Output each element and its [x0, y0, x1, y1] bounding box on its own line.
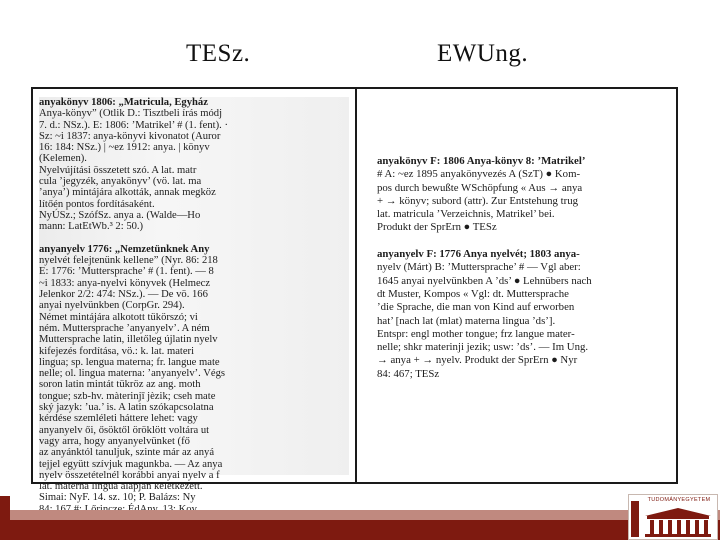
ewung-entry-line: Entspr: engl mother tongue; frz langue mater- — [377, 327, 575, 340]
ewung-entry-line: ’die Sprache, die man von Kind auf erworben — [377, 301, 575, 314]
slide-title-right: EWUng. — [437, 40, 529, 67]
tesz-entry-line: ’anya’) mintájára alkották, annak megköz — [39, 187, 216, 199]
ewung-entry-line: nyelv (Márt) B: ’Muttersprache’ # — Vgl aber: — [377, 261, 581, 274]
footer-bar-light-stripe — [0, 510, 720, 520]
ewung-entry-line: nelle; shkr materinji jezik; usw: ’ds’. — Im Ung. — [377, 341, 589, 354]
tesz-entry-line: ~i 1833: anya-nyelvi könyvek (Helmecz — [39, 277, 211, 289]
column-divider — [355, 89, 357, 482]
ewung-entry-line: dt Muster, Kompos « Vgl: dt. Muttersprache — [377, 287, 569, 300]
ewung-entry-line: # A: ~ez 1895 anyakönyvezés A (SzT) ● Kom- — [377, 168, 581, 181]
tesz-entry-line: kifejezés fordítása, vö.: k. lat. materi — [39, 345, 195, 357]
dictionary-comparison-frame — [31, 87, 678, 504]
slide-title-left: TESz. — [186, 40, 251, 67]
tesz-entry-line: Muttersprache latin, illetőleg újlatin nyelv — [39, 334, 218, 346]
footer-bar — [0, 510, 720, 540]
tesz-entry-line: 7. d.: NSz.). E: 1806: ’Matrikel’ # (1. fent). · — [39, 119, 228, 131]
ewung-entry-line: Produkt der SprErn ● TESz — [377, 221, 497, 234]
tesz-entry-line: nyelv összetételnél korábbi anyai nyelv a f — [39, 469, 220, 481]
tesz-entry-line: anyakönyv 1806: „Matricula, Egyház — [39, 97, 208, 108]
footer-bar-dark-stripe — [0, 520, 720, 540]
tesz-entry-line: lingua; sp. lengua materna; fr. langue mate — [39, 356, 220, 368]
ewung-entry-line: 84: 467; TESz — [377, 367, 440, 380]
tesz-entry-line: ský jazyk: ’ua.’ is. A latin szókapcsolatna — [39, 402, 214, 414]
tesz-entry-line: vagy arra, hogy anyanyelvünket (fő — [39, 435, 190, 447]
ewung-entry-line: 1645 anyai nyelvünkben A ’ds’ ● Lehnübers nach — [377, 274, 592, 287]
footer-left-block — [0, 496, 10, 540]
tesz-entry-line: 16: 184: NSz.) | ~ez 1912: anya. | könyv — [39, 142, 210, 154]
ewung-entry-line: anyakönyv F: 1806 Anya-könyv 8: ’Matrikel’ — [377, 155, 586, 167]
tesz-entry-line: mann: LatEtWb.³ 2: 50.) — [39, 221, 144, 233]
tesz-entry-line: anyanyelv ői, ősöktől öröklött voltára ut — [39, 424, 210, 436]
tesz-entry-line: Anya-könyv” (Otlik D.: Tisztbeli írás módj — [39, 108, 223, 120]
tesz-entry-line: az anyánktól tanuljuk, szinte már az anyá — [39, 447, 215, 459]
tesz-entry-line: ném. Muttersprache ’anyanyelv’. A ném — [39, 322, 210, 334]
tesz-entry-line: cula ’jegyzék, anyakönyv’ (vö. lat. ma — [39, 176, 202, 188]
logo-text: TUDOMÁNYEGYETEM — [647, 497, 711, 503]
ewung-entry-line: + → könyv; subord (attr). Zur Entstehung trug — [377, 194, 579, 207]
ewung-entry-line: hat’ [nach lat (mlat) materna lingua ’ds’]. — [377, 314, 556, 327]
tesz-entry-line: nyelvét felejtenünk kellene” (Nyr. 86: 218 — [39, 255, 218, 267]
ewung-entry-line: anyanyelv F: 1776 Anya nyelvét; 1803 anya- — [377, 248, 580, 261]
tesz-entry-line: tongue; szb-hv. màterinjī jèzik; cseh mate — [39, 390, 216, 402]
university-logo — [628, 494, 718, 540]
tesz-entry-line: (Kelemen). — [39, 153, 87, 165]
tesz-dictionary-excerpt — [39, 97, 349, 504]
ewung-entry-line: lat. matricula ’Verzeichnis, Matrikel’ bei. — [377, 208, 555, 221]
tesz-entry-line: E: 1776: ’Muttersprache’ # (1. fent). — 8 — [39, 266, 214, 278]
tesz-entry-line: Német mintájára alkotott tükörszó; vi — [39, 311, 198, 323]
tesz-entry-line: Simai: NyF. 14. sz. 10; P. Balázs: Ny — [39, 492, 196, 504]
tesz-entry-line: nelle; ol. lingua materna: ’anyanyelv’. Végs — [39, 368, 226, 380]
logo-side-banner — [631, 501, 639, 537]
tesz-entry-line: Nyelvújítási összetett szó. A lat. matr — [39, 164, 197, 176]
tesz-entry-line: Sz: ~i 1837: anya-könyvi kivonatot (Auror — [39, 130, 221, 142]
tesz-entry-line: kérdése szemléleti háttere lehet: vagy — [39, 413, 198, 425]
tesz-entry-line: NyÚSz.; SzófSz. anya a. (Walde—Ho — [39, 209, 201, 221]
university-building-icon — [641, 506, 715, 538]
tesz-entry-line: anyanyelv 1776: „Nemzetünknek Any — [39, 243, 210, 255]
tesz-entry-line: lat. materna lingua alapján keletkezett. — [39, 481, 203, 493]
ewung-entry-line — [377, 235, 673, 248]
tesz-entry-line: tejjel együtt szívjuk magunkba. — Az anya — [39, 458, 223, 470]
tesz-entry-line: Jelenkor 2/2: 474: NSz.). — De vö. 166 — [39, 289, 208, 301]
ewung-entry-line: → anya + → nyelv. Produkt der SprErn ● Nyr — [377, 354, 578, 367]
tesz-entry-line: lítőén pontos fordításaként. — [39, 198, 155, 210]
tesz-entry-line — [39, 233, 349, 244]
tesz-entry-line: soron latin mintát tükröz az ang. moth — [39, 379, 201, 391]
ewung-dictionary-excerpt — [377, 155, 673, 380]
tesz-entry-line: anyai nyelvünkben (CorpGr. 294). — [39, 300, 185, 312]
ewung-entry-line: pos durch bewußte WSchöpfung « Aus → anya — [377, 181, 583, 194]
